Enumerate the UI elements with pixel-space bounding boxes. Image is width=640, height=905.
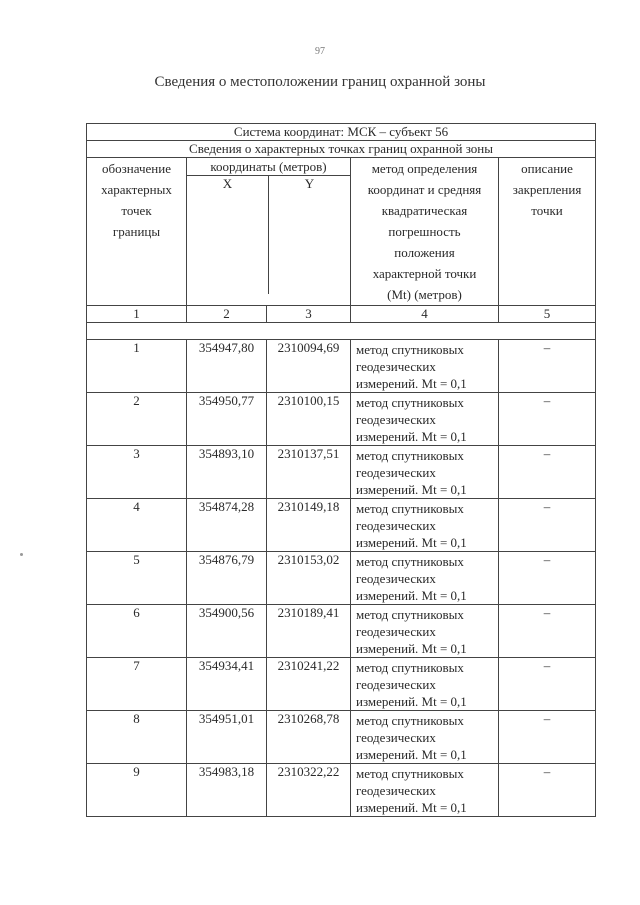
table-row (87, 552, 596, 605)
table-row (87, 605, 596, 658)
coordinate-y: 2310322,22 (267, 764, 351, 817)
header-designation-line: границы (112, 224, 161, 239)
table-row (87, 340, 596, 393)
description-cell: – (499, 340, 596, 393)
column-number: 2 (187, 306, 267, 323)
method-line: геодезических (356, 411, 436, 427)
method-line: метод спутниковых (356, 341, 464, 357)
section-title: Сведения о характерных точках границ охранной зоны (87, 141, 596, 158)
header-designation-line: точек (121, 203, 152, 218)
header-designation (87, 158, 187, 306)
header-y: Y (304, 176, 315, 191)
method-line: метод спутниковых (356, 765, 464, 781)
table-row (87, 446, 596, 499)
method-cell (351, 552, 499, 605)
method-line: измерений. Mt = 0,1 (356, 640, 467, 656)
point-number: 8 (87, 711, 187, 764)
method-line: измерений. Mt = 0,1 (356, 481, 467, 497)
method-cell (351, 764, 499, 817)
column-number: 3 (267, 306, 351, 323)
document-title: Сведения о местоположении границ охранной зоны (154, 74, 486, 90)
table-row (87, 711, 596, 764)
method-line: измерений. Mt = 0,1 (356, 693, 467, 709)
method-line: метод спутниковых (356, 606, 464, 622)
header-coordinates (187, 158, 351, 306)
header-method-line: погрешность (388, 224, 461, 239)
method-line: измерений. Mt = 0,1 (356, 428, 467, 444)
coordinate-system-row (87, 124, 596, 141)
header-method-line: метод определения (371, 161, 478, 176)
description-cell: – (499, 658, 596, 711)
header-description (499, 158, 596, 306)
margin-mark (20, 553, 23, 556)
method-cell (351, 446, 499, 499)
boundary-points-table (86, 123, 596, 817)
method-line: измерений. Mt = 0,1 (356, 587, 467, 603)
coordinate-x: 354983,18 (187, 764, 267, 817)
description-cell: – (499, 764, 596, 817)
coordinate-x: 354950,77 (187, 393, 267, 446)
coordinate-y: 2310137,51 (267, 446, 351, 499)
method-cell (351, 605, 499, 658)
header-designation-line: обозначение (102, 161, 171, 176)
method-cell (351, 658, 499, 711)
description-cell: – (499, 605, 596, 658)
method-cell (351, 711, 499, 764)
coordinate-x: 354876,79 (187, 552, 267, 605)
table-row (87, 499, 596, 552)
header-method-line: (Mt) (метров) (387, 287, 462, 302)
section-title-row (87, 141, 596, 158)
description-cell: – (499, 552, 596, 605)
method-line: геодезических (356, 358, 436, 374)
method-line: метод спутниковых (356, 659, 464, 675)
coordinate-x: 354874,28 (187, 499, 267, 552)
column-number: 4 (351, 306, 499, 323)
description-cell: – (499, 499, 596, 552)
coordinate-y: 2310189,41 (267, 605, 351, 658)
header-method-line: характерной точки (372, 266, 477, 281)
column-header-row (87, 158, 596, 306)
header-designation-line: характерных (101, 182, 172, 197)
coordinate-x: 354893,10 (187, 446, 267, 499)
method-line: геодезических (356, 676, 436, 692)
header-coordinates-title: координаты (метров) (187, 158, 350, 176)
method-line: метод спутниковых (356, 500, 464, 516)
method-cell (351, 393, 499, 446)
method-line: геодезических (356, 623, 436, 639)
table-row (87, 393, 596, 446)
coordinate-y: 2310100,15 (267, 393, 351, 446)
coordinate-y: 2310268,78 (267, 711, 351, 764)
coordinate-y: 2310094,69 (267, 340, 351, 393)
method-line: геодезических (356, 782, 436, 798)
description-cell: – (499, 711, 596, 764)
point-number: 1 (87, 340, 187, 393)
header-description-line: точки (531, 203, 563, 218)
method-line: геодезических (356, 464, 436, 480)
method-cell (351, 499, 499, 552)
coordinate-x: 354951,01 (187, 711, 267, 764)
spacer-cell (87, 323, 596, 340)
description-cell: – (499, 446, 596, 499)
coordinate-x: 354900,56 (187, 605, 267, 658)
point-number: 5 (87, 552, 187, 605)
method-line: геодезических (356, 729, 436, 745)
page-number: 97 (315, 46, 325, 57)
method-line: измерений. Mt = 0,1 (356, 375, 467, 391)
point-number: 3 (87, 446, 187, 499)
coordinate-y: 2310241,22 (267, 658, 351, 711)
coordinate-system-label: Система координат: МСК – субъект 56 (87, 124, 596, 141)
description-cell: – (499, 393, 596, 446)
header-method-line: координат и средняя (367, 182, 482, 197)
table-row (87, 658, 596, 711)
method-line: измерений. Mt = 0,1 (356, 746, 467, 762)
method-line: геодезических (356, 517, 436, 533)
point-number: 2 (87, 393, 187, 446)
method-line: метод спутниковых (356, 553, 464, 569)
header-description-line: описание (521, 161, 573, 176)
method-line: метод спутниковых (356, 394, 464, 410)
table-row (87, 764, 596, 817)
column-number: 5 (499, 306, 596, 323)
coordinate-y: 2310153,02 (267, 552, 351, 605)
method-line: метод спутниковых (356, 447, 464, 463)
method-cell (351, 340, 499, 393)
coordinate-x: 354947,80 (187, 340, 267, 393)
column-number-row (87, 306, 596, 323)
method-line: метод спутниковых (356, 712, 464, 728)
header-method-line: положения (394, 245, 455, 260)
point-number: 6 (87, 605, 187, 658)
coordinate-y: 2310149,18 (267, 499, 351, 552)
point-number: 4 (87, 499, 187, 552)
point-number: 7 (87, 658, 187, 711)
method-line: геодезических (356, 570, 436, 586)
header-description-line: закрепления (512, 182, 582, 197)
spacer-row (87, 323, 596, 340)
header-x: X (187, 176, 269, 294)
header-method-line: квадратическая (381, 203, 468, 218)
method-line: измерений. Mt = 0,1 (356, 799, 467, 815)
column-number: 1 (87, 306, 187, 323)
point-number: 9 (87, 764, 187, 817)
method-line: измерений. Mt = 0,1 (356, 534, 467, 550)
table-body (87, 340, 596, 817)
coordinate-x: 354934,41 (187, 658, 267, 711)
header-method (351, 158, 499, 306)
